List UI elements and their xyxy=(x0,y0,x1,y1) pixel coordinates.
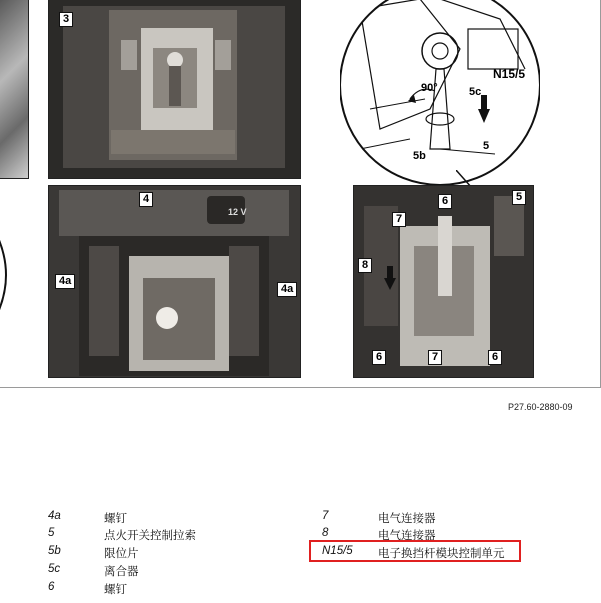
photo-console-panel xyxy=(48,185,301,378)
legend-desc: 点火开关控制拉索 xyxy=(104,528,196,542)
figure-id: P27.60-2880-09 xyxy=(508,402,573,412)
callout-5b: 5b xyxy=(413,150,426,162)
legend-desc: 电子换挡杆模块控制单元 xyxy=(378,546,505,560)
callout-6-top: 6 xyxy=(438,194,452,209)
legend-desc: 离合器 xyxy=(104,564,139,578)
callout-5-zoom: 5 xyxy=(483,140,490,152)
legend-code: 7 xyxy=(322,510,329,522)
legend-code: 4a xyxy=(48,510,61,522)
legend-code: 6 xyxy=(48,581,55,593)
callout-8: 8 xyxy=(358,258,372,273)
callout-90deg: 90° xyxy=(421,82,438,94)
callout-5-photo: 5 xyxy=(512,190,526,205)
photo-console-panel-art xyxy=(49,186,300,377)
photo-console-removed xyxy=(48,0,301,179)
callout-3: 3 xyxy=(59,12,73,27)
legend-code: N15/5 xyxy=(322,545,353,557)
highlight-box xyxy=(309,540,521,562)
callout-4a-right: 4a xyxy=(277,282,297,297)
legend-code: 5 xyxy=(48,527,55,539)
callout-6-bottom-right: 6 xyxy=(488,350,502,365)
photo-shifter-module xyxy=(353,185,534,378)
callout-12v-socket: 12 V xyxy=(228,207,247,217)
callout-5c: 5c xyxy=(469,86,482,98)
legend-desc: 电气连接器 xyxy=(378,511,436,525)
legend-desc: 螺钉 xyxy=(104,511,127,525)
photo-cropped-left-top xyxy=(0,0,29,179)
legend-desc: 电气连接器 xyxy=(378,528,436,542)
legend-code: 8 xyxy=(322,527,329,539)
legend-desc: 螺钉 xyxy=(104,582,127,596)
callout-6-bottom-left: 6 xyxy=(372,350,386,365)
callout-4a-left: 4a xyxy=(55,274,75,289)
legend-code: 5b xyxy=(48,545,61,557)
legend-code: 5c xyxy=(48,563,61,575)
callout-7-bottom: 7 xyxy=(428,350,442,365)
zoom-detail xyxy=(340,0,540,199)
callout-4: 4 xyxy=(139,192,153,207)
zoom-edge-left xyxy=(0,240,9,310)
photo-console-art xyxy=(49,0,300,178)
callout-7-top: 7 xyxy=(392,212,406,227)
legend-left xyxy=(48,510,288,600)
photo-shifter-module-art xyxy=(354,186,533,377)
callout-N15-5: N15/5 xyxy=(493,67,526,81)
legend-desc: 限位片 xyxy=(104,546,139,560)
